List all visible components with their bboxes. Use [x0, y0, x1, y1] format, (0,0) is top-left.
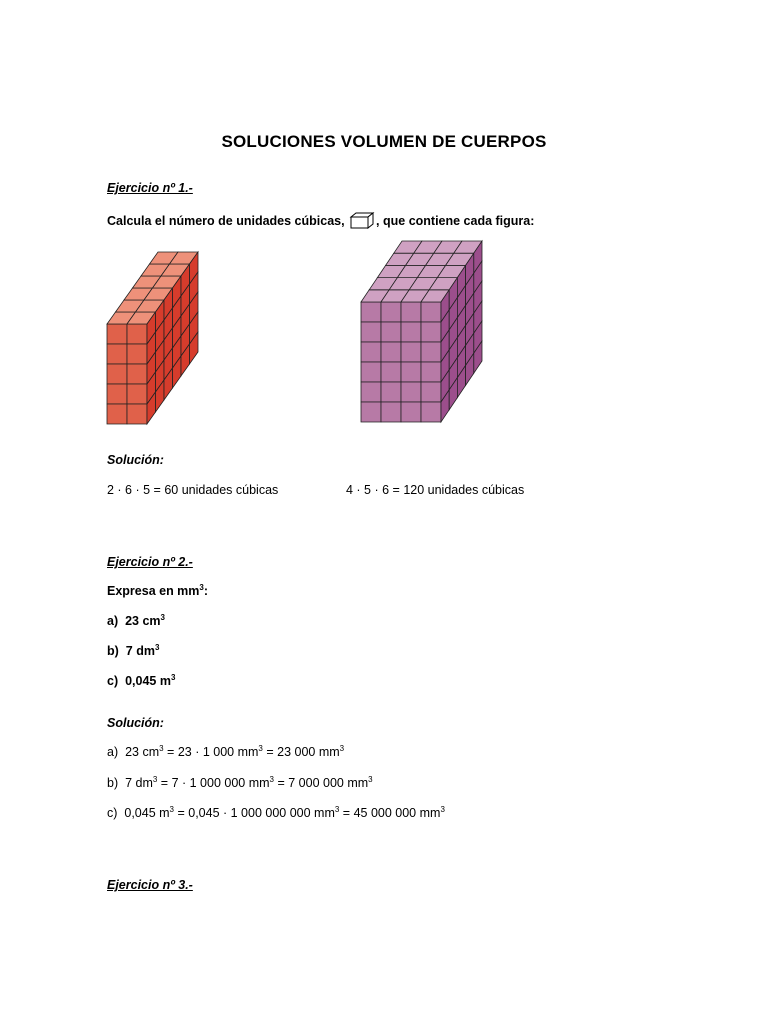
front-cube-face — [127, 384, 147, 404]
exercise-2-solution-c — [107, 806, 445, 820]
front-cube-face — [107, 344, 127, 364]
front-cube-face — [361, 302, 381, 322]
front-cube-face — [381, 322, 401, 342]
exercise-1-prompt-end: , que contiene cada figura: — [376, 214, 535, 228]
front-cube-face — [401, 382, 421, 402]
exercise-1-heading: Ejercicio nº 1.- — [107, 181, 193, 195]
solution-sup: 3 — [159, 744, 164, 753]
item-value: 23 cm — [125, 614, 161, 628]
item-sup: 3 — [160, 613, 165, 622]
purple-prism-figure — [355, 235, 495, 430]
front-cube-face — [361, 342, 381, 362]
exercise-1-solution-heading: Solución: — [107, 453, 164, 467]
exercise-2-heading: Ejercicio nº 2.- — [107, 555, 193, 569]
front-cube-face — [381, 382, 401, 402]
cube-outline-icon — [349, 211, 375, 230]
solution-sup: 3 — [258, 744, 263, 753]
front-cube-face — [361, 362, 381, 382]
front-cube-face — [127, 324, 147, 344]
front-cube-face — [421, 362, 441, 382]
page-title: SOLUCIONES VOLUMEN DE CUERPOS — [221, 132, 547, 151]
solution-sup: 3 — [440, 805, 445, 814]
solution-sup: 3 — [269, 775, 274, 784]
exercise-2-solution-a — [107, 745, 344, 759]
item-label: b) — [107, 644, 119, 658]
exercise-2-prompt-sup: 3 — [199, 583, 204, 592]
front-cube-face — [107, 404, 127, 424]
exercise-1-solution-b: 4 · 5 · 6 = 120 unidades cúbicas — [346, 483, 525, 497]
solution-sup: 3 — [334, 805, 340, 814]
front-cube-face — [421, 402, 441, 422]
solution-sup: 3 — [152, 775, 158, 784]
front-cube-face — [381, 362, 401, 382]
front-cube-face — [401, 342, 421, 362]
solution-sup: 3 — [339, 744, 345, 753]
exercise-2-solution-b — [107, 776, 373, 790]
solution-sup: 3 — [368, 775, 373, 784]
front-cube-face — [401, 302, 421, 322]
solution-part: 0,045 m — [124, 806, 170, 820]
solution-part: = 23 · 1 000 mm — [163, 745, 259, 759]
exercise-2-prompt — [107, 584, 208, 598]
front-cube-face — [107, 364, 127, 384]
item-value: 0,045 m — [125, 674, 171, 688]
item-sup: 3 — [170, 673, 176, 682]
exercise-2-prompt-colon: : — [203, 584, 209, 598]
front-cube-face — [107, 384, 127, 404]
front-cube-face — [401, 402, 421, 422]
solution-part: = 23 000 mm — [262, 745, 340, 759]
front-cube-face — [127, 344, 147, 364]
solution-part: = 45 000 000 mm — [339, 806, 441, 820]
item-sup: 3 — [154, 643, 160, 652]
front-cube-face — [361, 382, 381, 402]
exercise-1-solution-a: 2 · 6 · 5 = 60 unidades cúbicas — [107, 483, 279, 497]
solution-part: = 7 · 1 000 000 mm — [157, 776, 270, 790]
front-cube-face — [107, 324, 127, 344]
front-cube-face — [381, 402, 401, 422]
solution-part: = 7 000 000 mm — [274, 776, 369, 790]
exercise-3-heading: Ejercicio nº 3.- — [107, 878, 193, 892]
red-prism-figure — [100, 245, 210, 430]
solution-part: 23 cm — [125, 745, 160, 759]
solution-label: a) — [107, 745, 119, 759]
solution-label: c) — [107, 806, 118, 820]
exercise-2-item-c — [107, 674, 175, 688]
exercise-2-item-a — [107, 614, 165, 628]
front-cube-face — [361, 402, 381, 422]
front-cube-face — [421, 302, 441, 322]
item-value: 7 dm — [125, 644, 155, 658]
front-cube-face — [421, 322, 441, 342]
exercise-2-item-b — [107, 644, 159, 658]
front-cube-face — [401, 362, 421, 382]
front-cube-face — [421, 382, 441, 402]
exercise-2-prompt-text: Expresa en mm — [107, 584, 200, 598]
front-cube-face — [421, 342, 441, 362]
exercise-1-prompt-start: Calcula el número de unidades cúbicas, — [107, 214, 349, 228]
exercise-2-solution-heading: Solución: — [107, 716, 164, 730]
front-cube-face — [401, 322, 421, 342]
solution-part: 7 dm — [125, 776, 153, 790]
front-cube-face — [127, 364, 147, 384]
exercise-1-prompt — [107, 211, 534, 230]
solution-label: b) — [107, 776, 119, 790]
front-cube-face — [381, 342, 401, 362]
front-cube-face — [127, 404, 147, 424]
front-cube-face — [361, 322, 381, 342]
solution-sup: 3 — [169, 805, 174, 814]
front-cube-face — [381, 302, 401, 322]
item-label: a) — [107, 614, 119, 628]
solution-part: = 0,045 · 1 000 000 000 mm — [174, 806, 335, 820]
item-label: c) — [107, 674, 119, 688]
